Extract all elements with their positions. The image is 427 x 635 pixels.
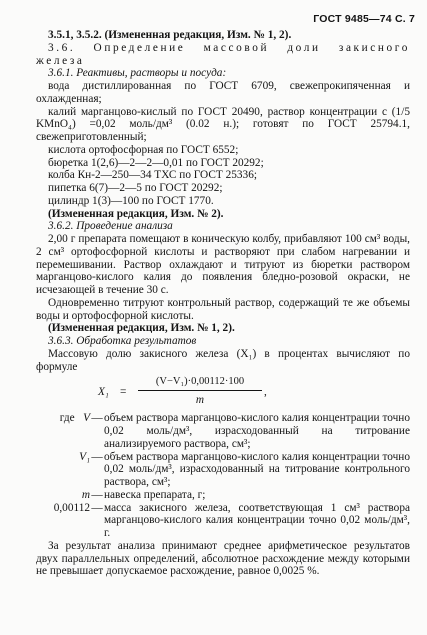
fraction-bar — [138, 390, 262, 391]
reagent-item: вода дистиллированная по ГОСТ 6709, свежепрокипяченная и охлажденная; — [36, 80, 410, 105]
definition-dash: — — [91, 450, 103, 463]
reagent-item: калий марганцово-кислый по ГОСТ 20490, раствор концентрации c (1/5 KMnO₄) =0,02 моль/дм³ (0.02 н.); готовят по ГОСТ 25794.1, свежеприготовленный; — [36, 105, 410, 143]
amendment-note: (Измененная редакция, Изм. № 2). — [48, 207, 224, 220]
page-header: ГОСТ 9485—74 С. 7 — [313, 13, 415, 25]
formula-intro: Массовую долю закисного железа (X₁) в процентах вычисляют по формуле — [36, 347, 410, 373]
definition-dash: — — [91, 488, 103, 501]
definition-text: объем раствора марганцово-кислого калия концентрации точно 0,02 моль/дм³, израсходованный на титрование контрольного раствора, см³; — [104, 450, 410, 488]
procedure-paragraph: Одновременно титруют контрольный раствор, содержащий те же объемы воды и ортофосфорной кислоты. — [36, 296, 410, 322]
definition-row — [36, 502, 410, 540]
definition-row — [36, 412, 410, 450]
formula-numerator: (V−V₁)·0,00112·100 — [155, 376, 245, 388]
subsection-heading: 3.6.2. Проведение анализа — [48, 220, 173, 233]
definition-dash: — — [91, 412, 103, 425]
definition-symbol: V₁ — [79, 450, 90, 463]
formula-trailing-comma: , — [264, 386, 267, 399]
definition-text: объем раствора марганцово-кислого калия концентрации точно 0,02 моль/дм³, израсходованный на титрование анализируемого раствора, см³; — [104, 412, 410, 450]
procedure-paragraph: 2,00 г препарата помещают в коническую колбу, прибавляют 100 см³ воды, 2 см³ ортофосфорной кислоты и растворяют при слабом нагревании и перемешивании. Раствор охлаждают и титруют из бюретки раствором марганцово-кислого калия до появления бледно-розовой окраски, не исчезающей в течение 30 с. — [36, 233, 410, 296]
reagent-item: пипетка 6(7)—2—5 по ГОСТ 20292; — [48, 182, 223, 194]
where-word: где — [59, 412, 75, 425]
definition-symbol: 0,00112 — [53, 501, 90, 514]
reagent-item: кислота ортофосфорная по ГОСТ 6552; — [48, 143, 239, 156]
definition-intro — [36, 412, 90, 450]
formula-denominator: m — [195, 394, 205, 407]
definition-text: навеска препарата, г; — [104, 488, 206, 501]
result-paragraph: За результат анализа принимают среднее арифметическое результатов двух параллельных определений, абсолютное расхождение между которыми не превышает допускаемое расхождение, равное 0,0025 %. — [36, 539, 410, 578]
section-heading: 3.6. Определение массовой доли закисного железа — [36, 41, 410, 67]
subsection-heading: 3.6.3. Обработка результатов — [48, 335, 197, 347]
amendment-note: 3.5.1, 3.5.2. (Измененная редакция, Изм. № 1, 2). — [48, 29, 292, 41]
definition-row — [36, 451, 410, 489]
reagent-item: цилиндр 1(3)—100 по ГОСТ 1770. — [48, 194, 214, 207]
definition-dash: — — [91, 501, 103, 514]
subsection-heading: 3.6.1. Реактивы, растворы и посуда: — [48, 67, 227, 80]
formula-lhs: X₁ — [98, 386, 109, 399]
document-body — [36, 29, 410, 578]
formula-equals: = — [120, 386, 127, 399]
definition-symbol: m — [81, 488, 90, 501]
reagent-item: колба Кн-2—250—34 ТХС по ГОСТ 25336; — [48, 169, 257, 182]
definition-text: масса закисного железа, соответствующая 1 см³ раствора марганцово-кислого калия концентрации точно 0,02 моль/дм³, г. — [104, 501, 410, 539]
formula — [36, 375, 410, 409]
amendment-note: (Измененная редакция, Изм. № 1, 2). — [48, 322, 235, 335]
reagent-item: бюретка 1(2,6)—2—2—0,01 по ГОСТ 20292; — [48, 156, 264, 169]
definition-row — [36, 489, 410, 502]
definition-symbol: V — [83, 412, 90, 425]
